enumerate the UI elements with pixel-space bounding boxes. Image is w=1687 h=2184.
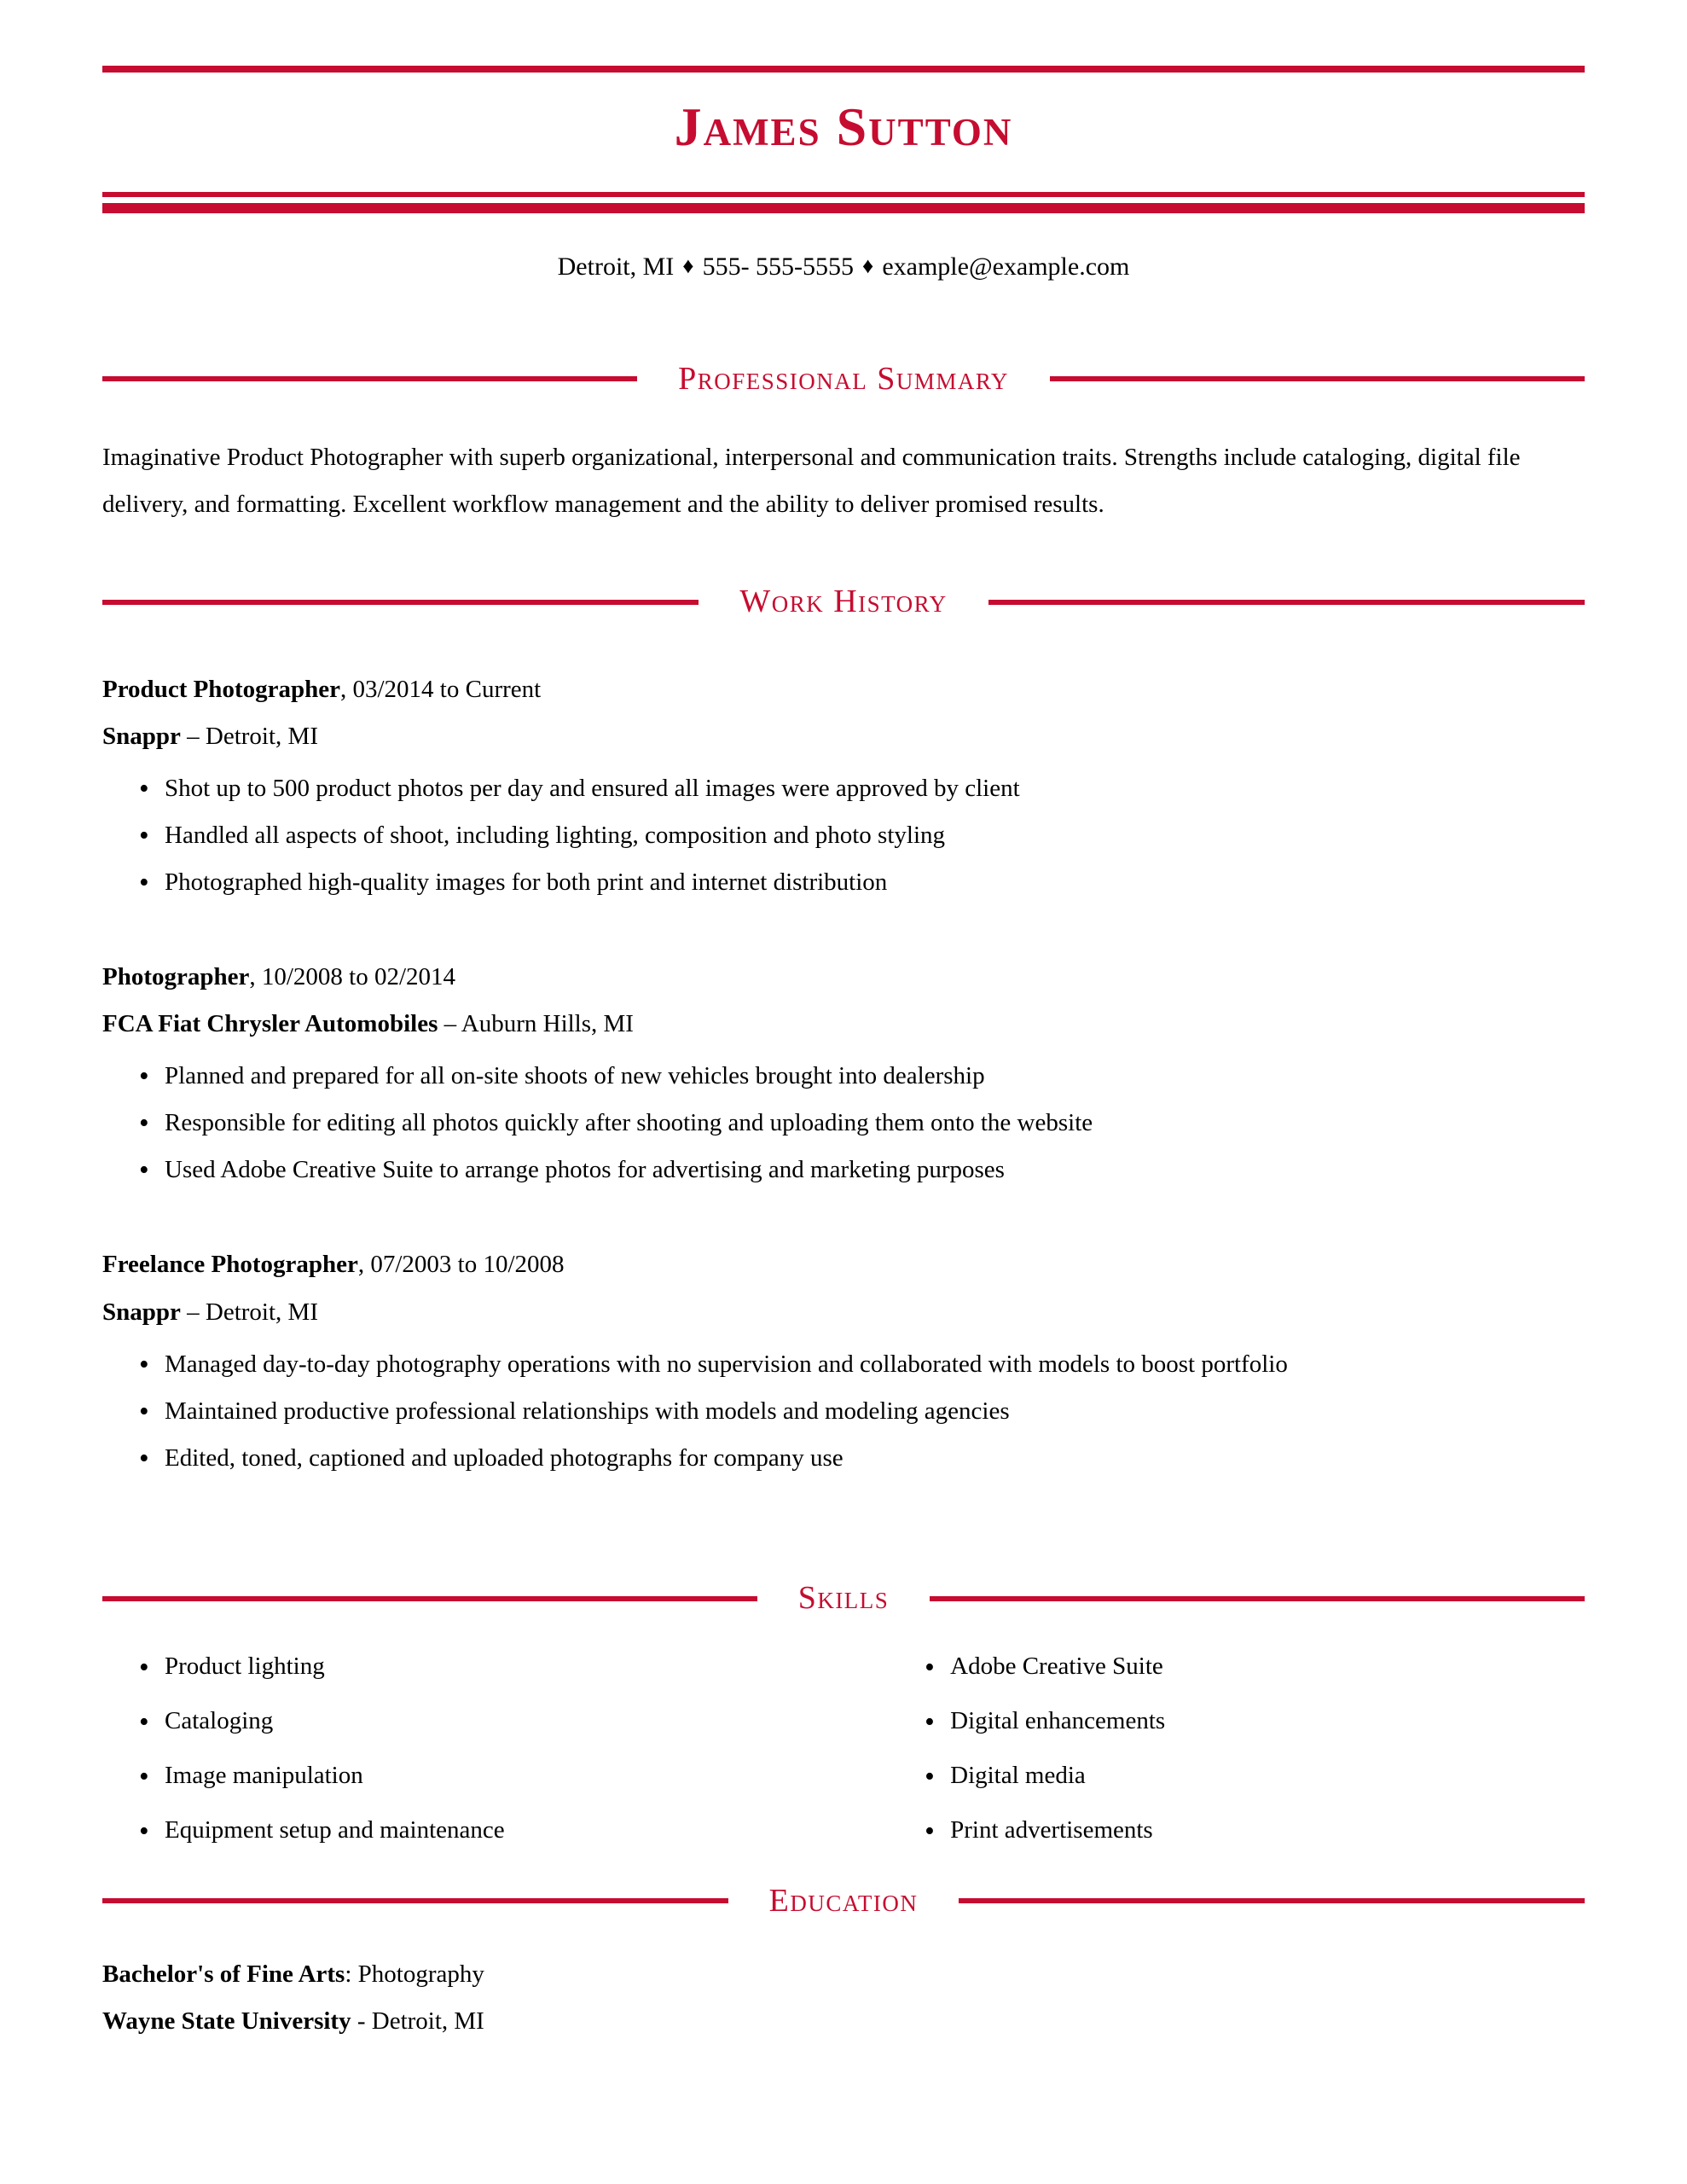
double-rule-thick (102, 203, 1585, 213)
job-bullet: • Handled all aspects of shoot, including lighting, composition and photo styling (102, 812, 1585, 859)
section-heading-education (102, 1880, 1585, 1922)
contact-location: Detroit, MI (557, 253, 675, 282)
summary-title: Professional Summary (678, 360, 1009, 397)
education-degree: Bachelor's of Fine Arts (102, 1960, 345, 1988)
skill-item: • Product lighting (102, 1640, 888, 1694)
skill-item: • Equipment setup and maintenance (102, 1804, 888, 1858)
job-company-line (102, 713, 1585, 760)
skills-title: Skills (797, 1579, 890, 1616)
job-company: Snappr (102, 722, 181, 750)
job-title: Product Photographer (102, 675, 340, 703)
job-bullet: • Edited, toned, captioned and uploaded photographs for company use (102, 1435, 1585, 1482)
skill-item: • Image manipulation (102, 1749, 888, 1804)
heading-rule-left (102, 600, 699, 605)
education-school: Wayne State University (102, 2007, 351, 2035)
job-location: – Auburn Hills, MI (438, 1010, 634, 1038)
job-dates: , 03/2014 to Current (339, 675, 542, 703)
job-bullet-list (102, 1341, 1585, 1482)
double-rule (102, 192, 1585, 213)
job-title: Freelance Photographer (102, 1251, 358, 1279)
heading-rule-left (102, 376, 637, 381)
heading-rule-left (102, 1898, 728, 1903)
job-entry (102, 1241, 1585, 1481)
job-bullet: • Photographed high-quality images for both print and internet distribution (102, 859, 1585, 906)
job-bullet: • Used Adobe Creative Suite to arrange photos for advertising and marketing purposes (102, 1147, 1585, 1194)
job-bullet: • Managed day-to-day photography operations with no supervision and collaborated with models to boost portfolio (102, 1341, 1585, 1388)
skills-list-right (888, 1640, 1585, 1857)
job-dates: , 10/2008 to 02/2014 (249, 963, 456, 990)
skill-item: • Print advertisements (888, 1804, 1585, 1858)
education-degree-line (102, 1951, 1585, 1998)
education-title: Education (768, 1882, 919, 1919)
skills-list-left (102, 1640, 888, 1857)
education-degree-detail: : Photography (345, 1960, 484, 1988)
heading-rule-left (102, 1596, 757, 1601)
top-rule (102, 66, 1585, 73)
job-company-line (102, 1001, 1585, 1048)
job-bullet-list (102, 765, 1585, 906)
diamond-separator-icon: ♦ (862, 253, 874, 279)
job-title-line (102, 666, 1585, 713)
heading-rule-right (1050, 376, 1585, 381)
section-heading-skills (102, 1577, 1585, 1619)
section-heading-summary (102, 358, 1585, 400)
heading-rule-right (988, 600, 1585, 605)
job-dates: , 07/2003 to 10/2008 (357, 1251, 565, 1279)
job-entry (102, 666, 1585, 906)
job-title-line (102, 954, 1585, 1001)
contact-phone: 555- 555-5555 (702, 253, 855, 282)
job-title: Photographer (102, 963, 250, 990)
job-bullet: • Shot up to 500 product photos per day and ensured all images were approved by client (102, 765, 1585, 812)
skill-item: • Digital media (888, 1749, 1585, 1804)
candidate-name: James Sutton (674, 96, 1013, 157)
skill-item: • Adobe Creative Suite (888, 1640, 1585, 1694)
job-entry (102, 954, 1585, 1194)
education-school-location: - Detroit, MI (351, 2007, 484, 2035)
work-history-title: Work History (739, 584, 948, 620)
double-rule-gap (102, 197, 1585, 203)
education-school-line (102, 1998, 1585, 2045)
job-bullet-list (102, 1053, 1585, 1194)
contact-line (102, 251, 1585, 283)
job-company-line (102, 1289, 1585, 1336)
job-location: – Detroit, MI (180, 1298, 318, 1326)
job-title-line (102, 1241, 1585, 1288)
job-bullet: • Responsible for editing all photos quickly after shooting and uploading them onto the website (102, 1100, 1585, 1147)
heading-rule-right (930, 1596, 1585, 1601)
skills-grid (102, 1640, 1585, 1857)
job-bullet: • Maintained productive professional relationships with models and modeling agencies (102, 1388, 1585, 1435)
diamond-separator-icon: ♦ (682, 253, 694, 279)
contact-email: example@example.com (882, 253, 1130, 282)
summary-text: Imaginative Product Photographer with superb organizational, interpersonal and communication traits. Strengths include cataloging, digital file delivery, and formatting. Excellent workflow management and the ability to deliver promised results. (102, 443, 1521, 519)
heading-rule-right (959, 1898, 1585, 1903)
skill-item: • Cataloging (102, 1694, 888, 1749)
job-location: – Detroit, MI (180, 722, 318, 750)
job-company: Snappr (102, 1298, 181, 1326)
section-heading-work-history (102, 581, 1585, 623)
job-company: FCA Fiat Chrysler Automobiles (102, 1010, 438, 1038)
skill-item: • Digital enhancements (888, 1694, 1585, 1749)
job-bullet: • Planned and prepared for all on-site shoots of new vehicles brought into dealership (102, 1053, 1585, 1100)
education-block (102, 1951, 1585, 2045)
